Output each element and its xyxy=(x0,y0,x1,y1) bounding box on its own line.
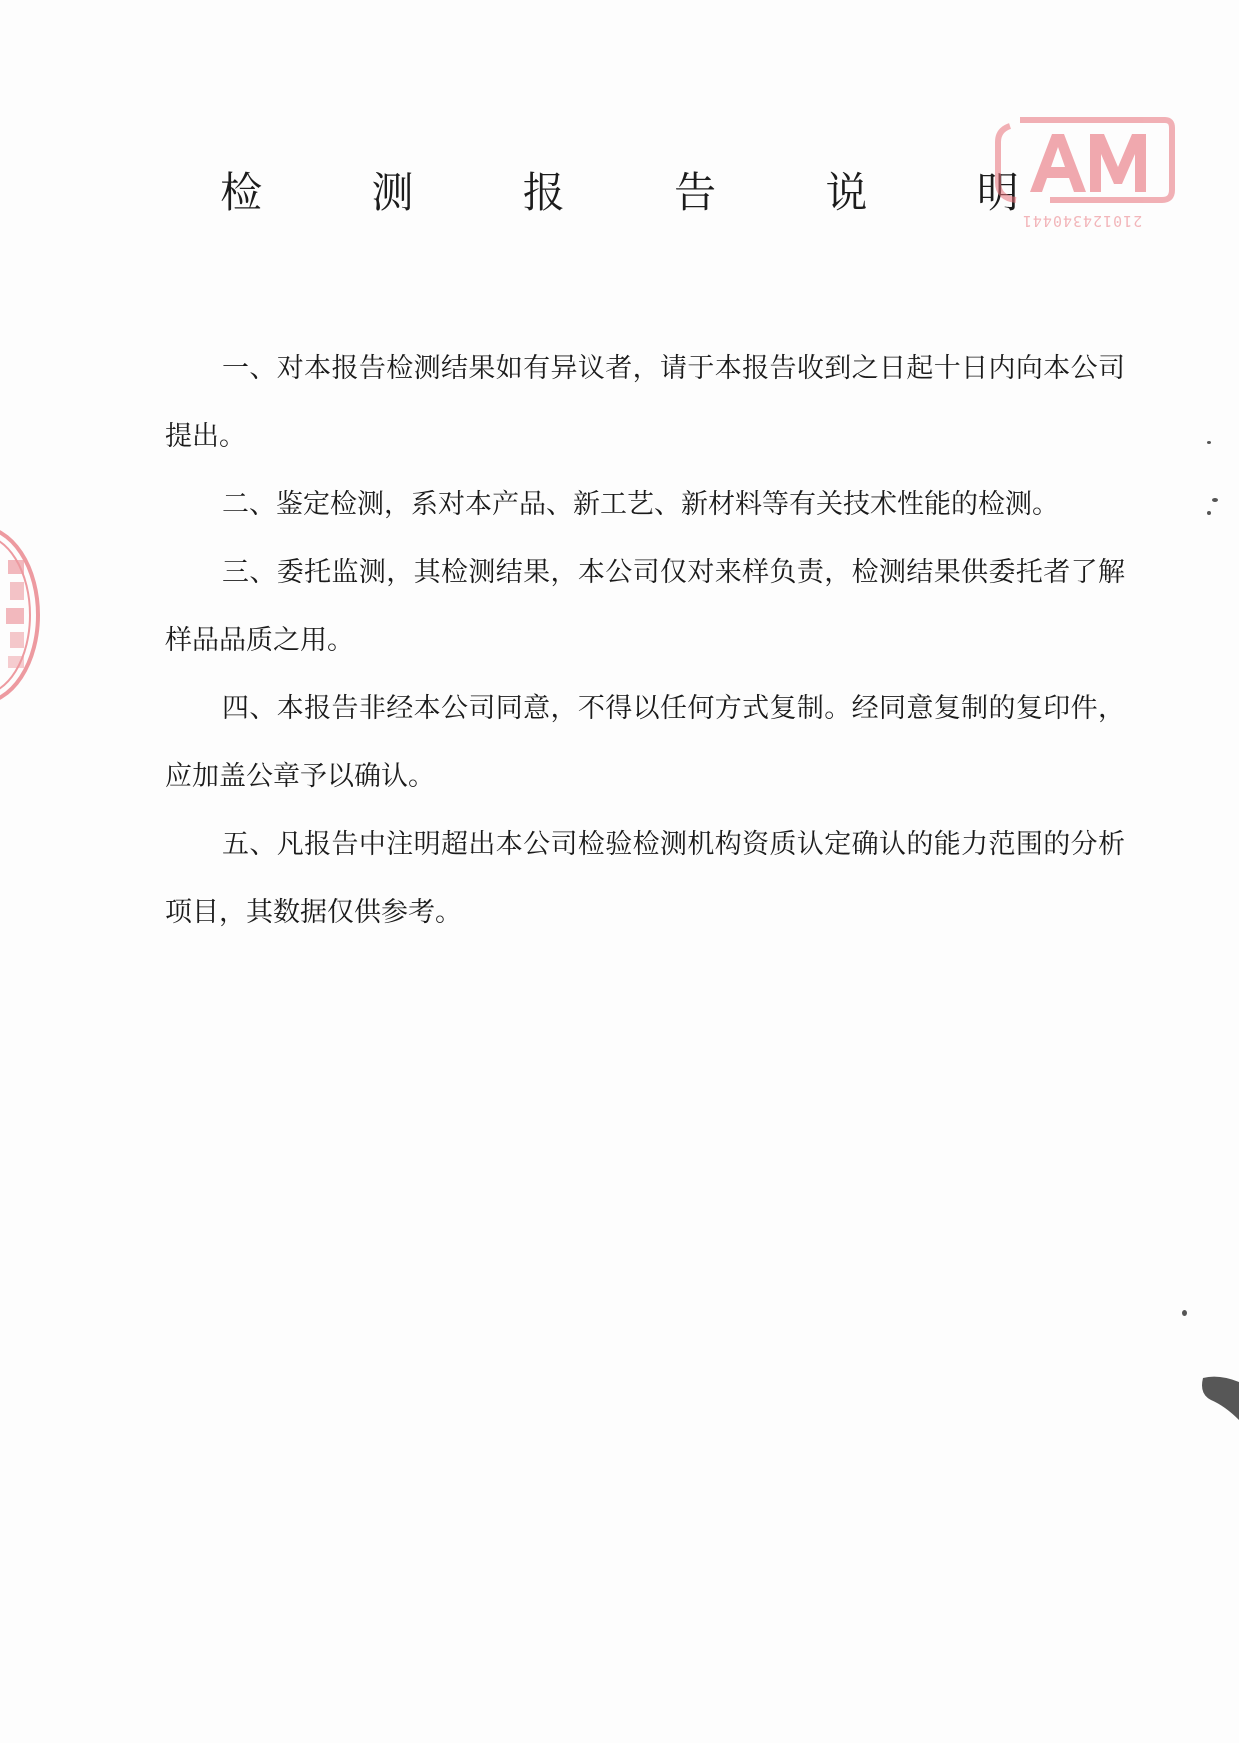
scan-speck xyxy=(1182,1310,1187,1316)
clause-2: 二、鉴定检测，系对本产品、新工艺、新材料等有关技术性能的检测。 xyxy=(222,489,1059,520)
clause-1: 一、对本报告检测结果如有异议者，请于本报告收到之日起十日内向本公司提出。 xyxy=(165,353,1125,452)
clause-4: 四、本报告非经本公司同意，不得以任何方式复制。经同意复制的复印件，应加盖公章予以确认。 xyxy=(165,693,1125,792)
scan-speck xyxy=(1207,511,1211,515)
document-body xyxy=(165,335,1125,947)
scan-speck xyxy=(1212,498,1218,502)
cma-stamp xyxy=(990,112,1175,234)
clause-5: 五、凡报告中注明超出本公司检验检测机构资质认定确认的能力范围的分析项目，其数据仅供参考。 xyxy=(165,829,1125,928)
left-seal xyxy=(0,520,50,710)
document-title: 检 测 报 告 说 明 xyxy=(220,168,1067,217)
svg-text:210124340441: 210124340441 xyxy=(1021,212,1143,230)
scan-speck xyxy=(1207,441,1211,444)
clause-3: 三、委托监测，其检测结果，本公司仅对来样负责，检测结果供委托者了解样品品质之用。 xyxy=(165,557,1125,656)
scan-smudge xyxy=(1189,1360,1239,1420)
